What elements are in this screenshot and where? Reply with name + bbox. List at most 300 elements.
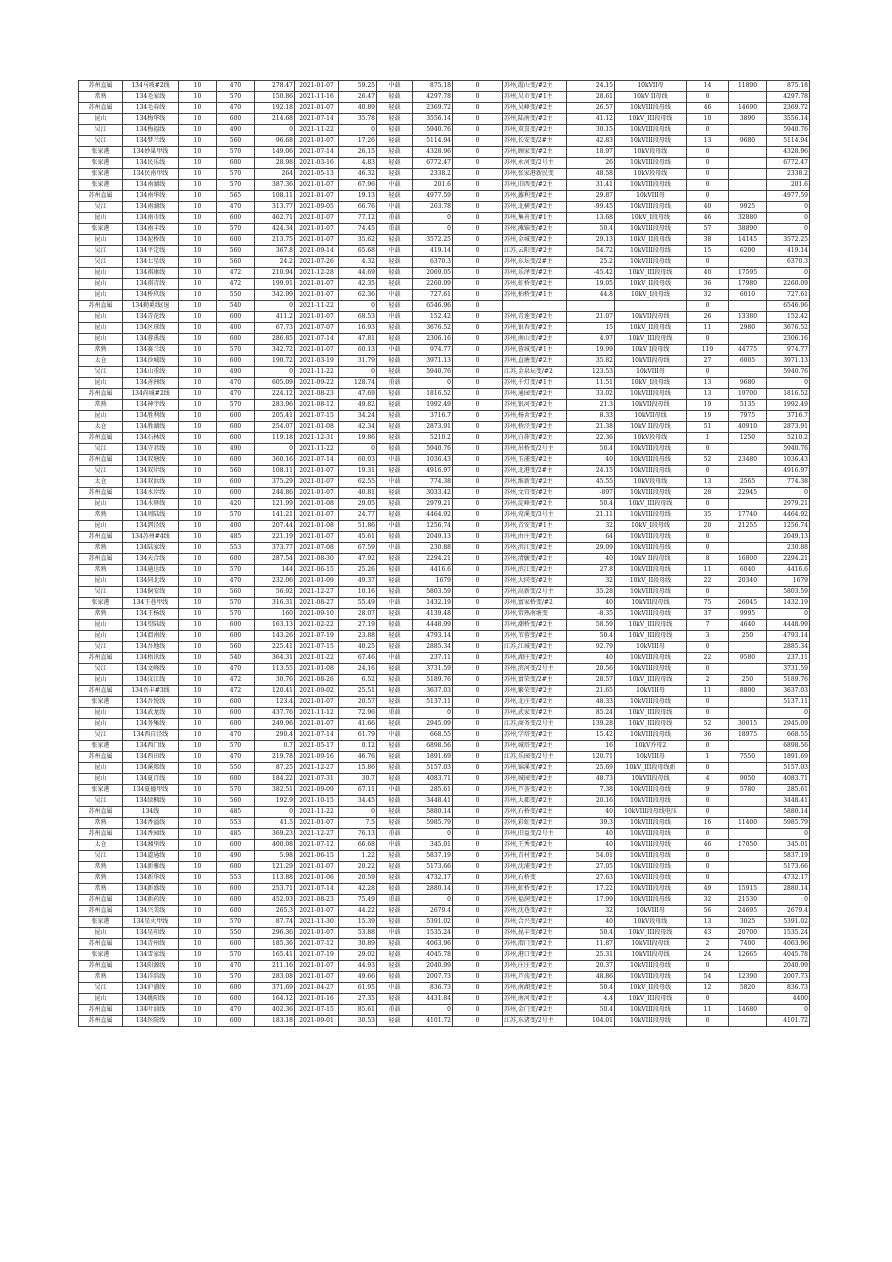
cell-load-rate: 72.96 — [339, 708, 377, 719]
cell-bus: 10kVIII段母线 — [615, 202, 687, 213]
cell-load-status: 轻载 — [377, 554, 413, 565]
cell-line-name: 134汶江线 — [123, 675, 179, 686]
cell-company: 吴江 — [79, 796, 123, 807]
cell-line-name: 134民乐线 — [123, 158, 179, 169]
cell-reported-capacity — [729, 697, 767, 708]
cell-reported-capacity: 17740 — [729, 510, 767, 521]
cell-company: 昆山 — [79, 213, 123, 224]
cell-spare-capacity: 1891.69 — [413, 752, 453, 763]
cell-current: 316.31 — [255, 598, 295, 609]
cell-transformer-margin: 40 — [567, 598, 615, 609]
cell-date: 2021-01-07 — [295, 906, 339, 917]
table-row — [79, 246, 810, 257]
cell-reported-capacity — [729, 257, 767, 268]
cell-substation: 苏州,大郡变/#2主 — [503, 796, 567, 807]
cell-bus: 10kVIII段母线 — [615, 664, 687, 675]
cell-rated-current: 485 — [217, 807, 255, 818]
cell-substation: 苏州,吊桥变/2号主 — [503, 444, 567, 455]
cell-spare-capacity: 5985.79 — [413, 818, 453, 829]
table-row — [79, 125, 810, 136]
table-row — [79, 851, 810, 862]
cell-available-capacity: 5837.19 — [767, 851, 810, 862]
cell-current: 199.91 — [255, 279, 295, 290]
cell-transformer-margin: 15 — [567, 323, 615, 334]
cell-load-rate: 51.86 — [339, 521, 377, 532]
cell-rated-current: 570 — [217, 400, 255, 411]
table-row — [79, 807, 810, 818]
table-row — [79, 741, 810, 752]
cell-company: 苏州直属 — [79, 532, 123, 543]
cell-bus: 10kV段母线 — [615, 433, 687, 444]
cell-spare-capacity: 0 — [413, 829, 453, 840]
cell-transformer-margin: 64 — [567, 532, 615, 543]
table-row — [79, 884, 810, 895]
cell-substation: 苏州,芦荡变/#2主 — [503, 972, 567, 983]
cell-available-capacity: 2007.73 — [767, 972, 810, 983]
table-row — [79, 1005, 810, 1016]
cell-reported-capacity: 6040 — [729, 565, 767, 576]
cell-transformer-margin: 11.51 — [567, 378, 615, 389]
cell-customer-count: 11 — [687, 1005, 729, 1016]
cell-customer-count: 0 — [687, 158, 729, 169]
cell-reported-capacity — [729, 301, 767, 312]
table-row — [79, 543, 810, 554]
cell-line-name: 134尚城#2线 — [123, 389, 179, 400]
cell-date: 2021-07-12 — [295, 840, 339, 851]
cell-customer-count: 40 — [687, 268, 729, 279]
cell-substation: 苏州,庄庄变/#2主 — [503, 961, 567, 972]
cell-company: 昆山 — [79, 499, 123, 510]
cell-reported-capacity — [729, 587, 767, 598]
cell-customer-count: 15 — [687, 246, 729, 257]
cell-rated-current: 570 — [217, 169, 255, 180]
cell-available-capacity: 6898.56 — [767, 741, 810, 752]
cell-company: 张家港 — [79, 224, 123, 235]
cell-rated-current: 470 — [217, 389, 255, 400]
cell-customer-count: 0 — [687, 829, 729, 840]
cell-rated-current: 472 — [217, 675, 255, 686]
cell-company: 吴江 — [79, 257, 123, 268]
cell-company: 吴江 — [79, 587, 123, 598]
cell-spare-capacity: 6898.56 — [413, 741, 453, 752]
cell-zero: 0 — [453, 532, 503, 543]
cell-zero: 0 — [453, 675, 503, 686]
cell-current: 232.06 — [255, 576, 295, 587]
cell-voltage: 10 — [179, 895, 217, 906]
table-row — [79, 92, 810, 103]
cell-transformer-margin: 21.65 — [567, 686, 615, 697]
cell-rated-current: 570 — [217, 224, 255, 235]
cell-rated-current: 540 — [217, 301, 255, 312]
cell-transformer-margin: 39.3 — [567, 818, 615, 829]
cell-customer-count: 10 — [687, 114, 729, 125]
cell-substation: 苏州,芦荟变/#2主 — [503, 785, 567, 796]
cell-company: 苏州直属 — [79, 653, 123, 664]
cell-customer-count: 0 — [687, 763, 729, 774]
cell-voltage: 10 — [179, 961, 217, 972]
cell-customer-count: 11 — [687, 565, 729, 576]
cell-load-status: 轻载 — [377, 532, 413, 543]
cell-line-name: 134沙城线 — [123, 356, 179, 367]
cell-line-name: 134渭南线 — [123, 631, 179, 642]
cell-company: 常熟 — [79, 543, 123, 554]
cell-bus: 10kVIII段母线 — [615, 466, 687, 477]
cell-company: 苏州直属 — [79, 81, 123, 92]
cell-zero: 0 — [453, 301, 503, 312]
cell-rated-current: 553 — [217, 818, 255, 829]
table-row — [79, 279, 810, 290]
cell-date: 2021-09-01 — [295, 1016, 339, 1027]
cell-load-rate: 60.13 — [339, 345, 377, 356]
cell-company: 常熟 — [79, 565, 123, 576]
cell-bus: 10kVII段母线 — [615, 939, 687, 950]
cell-voltage: 10 — [179, 697, 217, 708]
table-row — [79, 433, 810, 444]
cell-load-status: 轻载 — [377, 675, 413, 686]
cell-rated-current: 490 — [217, 851, 255, 862]
cell-rated-current: 600 — [217, 114, 255, 125]
cell-reported-capacity: 5820 — [729, 983, 767, 994]
cell-spare-capacity: 3637.03 — [413, 686, 453, 697]
cell-load-status: 轻载 — [377, 697, 413, 708]
cell-load-status: 轻载 — [377, 939, 413, 950]
cell-date: 2021-01-07 — [295, 972, 339, 983]
cell-load-rate: 45.61 — [339, 532, 377, 543]
cell-customer-count: 0 — [687, 697, 729, 708]
cell-company: 常熟 — [79, 884, 123, 895]
cell-zero: 0 — [453, 1016, 503, 1027]
cell-reported-capacity — [729, 180, 767, 191]
cell-reported-capacity: 13380 — [729, 312, 767, 323]
cell-load-rate: 25.26 — [339, 565, 377, 576]
cell-reported-capacity: 3890 — [729, 114, 767, 125]
cell-voltage: 10 — [179, 983, 217, 994]
cell-bus: 10kVIII段母线 — [615, 455, 687, 466]
cell-load-status: 轻载 — [377, 807, 413, 818]
cell-current: 213.75 — [255, 235, 295, 246]
cell-spare-capacity: 6546.96 — [413, 301, 453, 312]
cell-voltage: 10 — [179, 642, 217, 653]
cell-load-rate: 0 — [339, 444, 377, 455]
cell-company: 吴江 — [79, 664, 123, 675]
cell-substation: 苏州,南山变/#2主 — [503, 334, 567, 345]
cell-load-status: 轻载 — [377, 565, 413, 576]
cell-current: 296.36 — [255, 928, 295, 939]
cell-date: 2021-07-15 — [295, 1005, 339, 1016]
cell-zero: 0 — [453, 884, 503, 895]
cell-spare-capacity: 5837.19 — [413, 851, 453, 862]
cell-voltage: 10 — [179, 917, 217, 928]
cell-customer-count: 0 — [687, 301, 729, 312]
cell-substation: 苏州,高新变/2号主 — [503, 587, 567, 598]
cell-available-capacity: 2369.72 — [767, 103, 810, 114]
cell-load-status: 重载 — [377, 1005, 413, 1016]
cell-load-rate: 67.46 — [339, 653, 377, 664]
cell-available-capacity: 4416.6 — [767, 565, 810, 576]
cell-reported-capacity: 32880 — [729, 213, 767, 224]
cell-reported-capacity: 7400 — [729, 939, 767, 950]
cell-voltage: 10 — [179, 752, 217, 763]
cell-current: 5.98 — [255, 851, 295, 862]
cell-load-status: 轻载 — [377, 510, 413, 521]
cell-company: 苏州直属 — [79, 1016, 123, 1027]
cell-available-capacity: 668.55 — [767, 730, 810, 741]
cell-available-capacity: 0 — [767, 378, 810, 389]
cell-voltage: 10 — [179, 818, 217, 829]
cell-zero: 0 — [453, 323, 503, 334]
cell-load-status: 轻载 — [377, 235, 413, 246]
cell-substation: 苏州,北庄变/#2主 — [503, 697, 567, 708]
cell-voltage: 10 — [179, 785, 217, 796]
table-row — [79, 785, 810, 796]
cell-load-rate: 0 — [339, 807, 377, 818]
cell-line-name: 134线 — [123, 807, 179, 818]
cell-current: 108.11 — [255, 466, 295, 477]
cell-company: 苏州直属 — [79, 301, 123, 312]
cell-bus: 10kV_II段母线 — [615, 235, 687, 246]
cell-spare-capacity: 3572.25 — [413, 235, 453, 246]
cell-available-capacity: 727.61 — [767, 290, 810, 301]
cell-reported-capacity: 14690 — [729, 103, 767, 114]
cell-load-status: 轻载 — [377, 268, 413, 279]
cell-reported-capacity: 1250 — [729, 433, 767, 444]
cell-available-capacity: 5157.03 — [767, 763, 810, 774]
cell-transformer-margin: 44.8 — [567, 290, 615, 301]
table-row — [79, 114, 810, 125]
cell-load-rate: 4.83 — [339, 158, 377, 169]
cell-line-name: 134武龙线 — [123, 708, 179, 719]
cell-bus: 10kVIII段母线 — [615, 246, 687, 257]
data-sheet — [78, 80, 809, 1027]
cell-load-rate: 10.16 — [339, 587, 377, 598]
cell-zero: 0 — [453, 224, 503, 235]
table-row — [79, 950, 810, 961]
cell-date: 2021-07-14 — [295, 334, 339, 345]
cell-substation: 江苏,云阳变/#2主 — [503, 246, 567, 257]
cell-zero: 0 — [453, 972, 503, 983]
cell-voltage: 10 — [179, 147, 217, 158]
cell-date: 2021-01-07 — [295, 279, 339, 290]
table-row — [79, 862, 810, 873]
cell-company: 苏州直属 — [79, 686, 123, 697]
cell-date: 2021-01-07 — [295, 345, 339, 356]
cell-bus: 10kVIII段母线 — [615, 180, 687, 191]
cell-spare-capacity: 6370.3 — [413, 257, 453, 268]
cell-date: 2021-05-13 — [295, 169, 339, 180]
cell-customer-count: 0 — [687, 741, 729, 752]
cell-rated-current: 490 — [217, 444, 255, 455]
cell-bus: 10kV_III段母线 — [615, 708, 687, 719]
cell-voltage: 10 — [179, 631, 217, 642]
cell-load-status: 轻载 — [377, 191, 413, 202]
cell-date: 2021-01-07 — [295, 510, 339, 521]
cell-spare-capacity: 2069.05 — [413, 268, 453, 279]
cell-current: 605.09 — [255, 378, 295, 389]
cell-spare-capacity: 0 — [413, 213, 453, 224]
cell-available-capacity: 152.42 — [767, 312, 810, 323]
cell-bus: 10kVII母 — [615, 81, 687, 92]
cell-rated-current: 472 — [217, 686, 255, 697]
cell-reported-capacity: 26045 — [729, 598, 767, 609]
cell-load-rate: 19.13 — [339, 191, 377, 202]
cell-voltage: 10 — [179, 433, 217, 444]
cell-rated-current: 600 — [217, 488, 255, 499]
cell-line-name: 134王巷甲线 — [123, 598, 179, 609]
cell-line-name: 134文峰线 — [123, 664, 179, 675]
cell-zero: 0 — [453, 895, 503, 906]
cell-available-capacity: 4063.96 — [767, 939, 810, 950]
cell-reported-capacity: 19700 — [729, 389, 767, 400]
cell-load-rate: 42.34 — [339, 422, 377, 433]
cell-customer-count: 35 — [687, 510, 729, 521]
cell-reported-capacity — [729, 642, 767, 653]
table-body — [79, 81, 810, 1027]
cell-zero: 0 — [453, 928, 503, 939]
cell-company: 昆山 — [79, 114, 123, 125]
cell-line-name: 134青州线 — [123, 939, 179, 950]
cell-customer-count: 1 — [687, 752, 729, 763]
cell-bus: 10kV_III段母线 — [615, 994, 687, 1005]
cell-rated-current: 600 — [217, 906, 255, 917]
cell-spare-capacity: 4328.96 — [413, 147, 453, 158]
cell-bus: 10kVIII段母线 — [615, 840, 687, 851]
table-row — [79, 202, 810, 213]
table-row — [79, 576, 810, 587]
cell-line-name: 134梦兰线 — [123, 136, 179, 147]
cell-substation: 苏州,合兴变/#2主 — [503, 917, 567, 928]
cell-transformer-margin: 92.79 — [567, 642, 615, 653]
cell-load-status: 重载 — [377, 378, 413, 389]
table-row — [79, 334, 810, 345]
cell-reported-capacity: 2565 — [729, 477, 767, 488]
cell-customer-count: 0 — [687, 1016, 729, 1027]
cell-available-capacity: 5210.2 — [767, 433, 810, 444]
cell-bus: 10kVIII段母线 — [615, 257, 687, 268]
cell-bus: 10kV_III段母线 — [615, 334, 687, 345]
table-row — [79, 466, 810, 477]
cell-load-rate: 68.53 — [339, 312, 377, 323]
cell-date: 2021-09-09 — [295, 785, 339, 796]
cell-line-name: 134兴美线 — [123, 906, 179, 917]
cell-company: 吴江 — [79, 730, 123, 741]
cell-bus: 10kV_III段母线 — [615, 719, 687, 730]
cell-company: 苏州直属 — [79, 488, 123, 499]
cell-voltage: 10 — [179, 224, 217, 235]
cell-current: 387.36 — [255, 180, 295, 191]
cell-available-capacity: 2945.09 — [767, 719, 810, 730]
cell-available-capacity: 5985.79 — [767, 818, 810, 829]
cell-load-status: 轻载 — [377, 873, 413, 884]
cell-customer-count: 38 — [687, 235, 729, 246]
cell-rated-current: 490 — [217, 367, 255, 378]
cell-rated-current: 470 — [217, 961, 255, 972]
cell-bus: 10kVIII段母线 — [615, 851, 687, 862]
cell-line-name: 134望陆线 — [123, 620, 179, 631]
cell-available-capacity: 0 — [767, 224, 810, 235]
cell-voltage: 10 — [179, 796, 217, 807]
cell-company: 张家港 — [79, 158, 123, 169]
cell-line-name: 134青花线 — [123, 312, 179, 323]
cell-date: 2021-07-14 — [295, 884, 339, 895]
cell-transformer-margin: -8.35 — [567, 609, 615, 620]
cell-rated-current: 570 — [217, 180, 255, 191]
table-row — [79, 774, 810, 785]
cell-current: 149.06 — [255, 147, 295, 158]
cell-substation: 苏州,虹桥变/#2主 — [503, 279, 567, 290]
cell-company: 张家港 — [79, 741, 123, 752]
cell-date: 2021-09-14 — [295, 246, 339, 257]
cell-current: 214.68 — [255, 114, 295, 125]
cell-company: 昆山 — [79, 928, 123, 939]
table-row — [79, 653, 810, 664]
cell-available-capacity: 230.88 — [767, 543, 810, 554]
cell-load-status: 轻载 — [377, 818, 413, 829]
cell-voltage: 10 — [179, 213, 217, 224]
cell-load-rate: 27.19 — [339, 620, 377, 631]
cell-line-name: 134王杨线 — [123, 609, 179, 620]
cell-reported-capacity: 40910 — [729, 422, 767, 433]
cell-substation: 苏州,维新变/#2主 — [503, 477, 567, 488]
cell-company: 吴江 — [79, 136, 123, 147]
cell-bus: 10kVIII段母线 — [615, 895, 687, 906]
cell-load-status: 轻载 — [377, 686, 413, 697]
cell-available-capacity: 5391.02 — [767, 917, 810, 928]
cell-substation: 苏州,福润变/#2主 — [503, 895, 567, 906]
cell-zero: 0 — [453, 774, 503, 785]
cell-load-status: 中载 — [377, 730, 413, 741]
cell-transformer-margin: 30.15 — [567, 125, 615, 136]
cell-transformer-margin: 104.01 — [567, 1016, 615, 1027]
cell-date: 2021-06-15 — [295, 565, 339, 576]
cell-current: 184.22 — [255, 774, 295, 785]
cell-voltage: 10 — [179, 444, 217, 455]
cell-rated-current: 600 — [217, 994, 255, 1005]
cell-date: 2021-01-07 — [295, 290, 339, 301]
cell-substation: 苏州,直塘变/#2主 — [503, 356, 567, 367]
cell-zero: 0 — [453, 983, 503, 994]
cell-line-name: 134毛春线 — [123, 103, 179, 114]
cell-customer-count: 0 — [687, 961, 729, 972]
cell-available-capacity: 6772.47 — [767, 158, 810, 169]
cell-rated-current: 600 — [217, 334, 255, 345]
cell-customer-count: 0 — [687, 92, 729, 103]
cell-rated-current: 600 — [217, 554, 255, 565]
cell-bus: 10kV II段母线 — [615, 554, 687, 565]
cell-transformer-margin: 7.38 — [567, 785, 615, 796]
cell-transformer-margin: -45.42 — [567, 268, 615, 279]
cell-current: 364.31 — [255, 653, 295, 664]
cell-voltage: 10 — [179, 367, 217, 378]
cell-customer-count: 52 — [687, 719, 729, 730]
table-row — [79, 840, 810, 851]
cell-customer-count: 49 — [687, 884, 729, 895]
table-row — [79, 554, 810, 565]
cell-date: 2021-07-26 — [295, 257, 339, 268]
cell-voltage: 10 — [179, 422, 217, 433]
cell-bus: 10kVIII段母线 — [615, 961, 687, 972]
cell-load-status: 轻载 — [377, 92, 413, 103]
cell-load-status: 轻载 — [377, 972, 413, 983]
table-row — [79, 994, 810, 1005]
cell-load-status: 轻载 — [377, 961, 413, 972]
cell-reported-capacity: 17595 — [729, 268, 767, 279]
cell-zero: 0 — [453, 697, 503, 708]
table-row — [79, 620, 810, 631]
cell-transformer-margin: 123.53 — [567, 367, 615, 378]
cell-spare-capacity: 3971.13 — [413, 356, 453, 367]
cell-line-name: 134守君线 — [123, 444, 179, 455]
cell-customer-count: 8 — [687, 554, 729, 565]
